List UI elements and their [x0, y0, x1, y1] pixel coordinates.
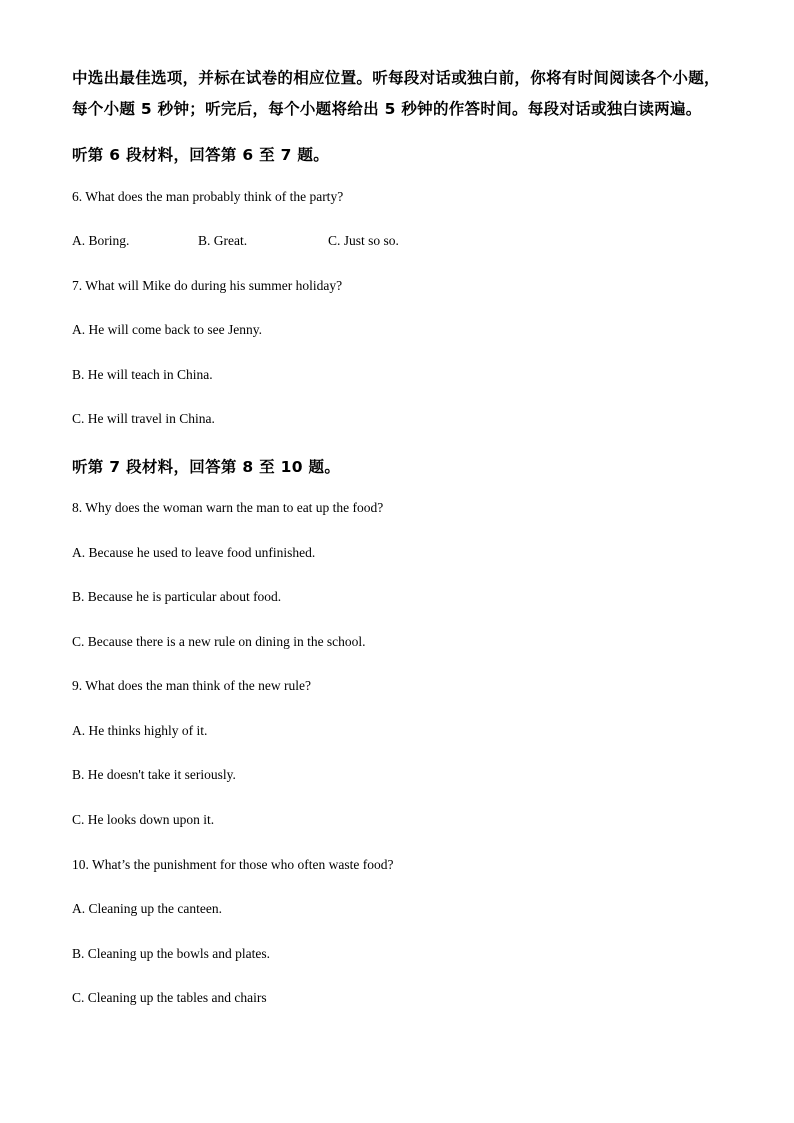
option-6a[interactable]: A. Boring.: [72, 233, 130, 248]
option-8a[interactable]: A. Because he used to leave food unfinished.: [72, 545, 316, 560]
option-10b[interactable]: B. Cleaning up the bowls and plates.: [72, 946, 270, 961]
option-6b[interactable]: B. Great.: [198, 233, 248, 248]
section-heading-6: 听第 6 段材料，回答第 6 至 7 题。: [72, 146, 330, 164]
option-7a[interactable]: A. He will come back to see Jenny.: [72, 322, 262, 337]
question-7: 7. What will Mike do during his summer holiday?: [72, 278, 343, 293]
option-6c[interactable]: C. Just so so.: [328, 233, 399, 248]
option-8c[interactable]: C. Because there is a new rule on dining in the school.: [72, 634, 366, 649]
option-7c[interactable]: C. He will travel in China.: [72, 411, 215, 426]
question-8: 8. Why does the woman warn the man to eat up the food?: [72, 500, 384, 515]
instructions-line-2: 每个小题 5 秒钟；听完后，每个小题将给出 5 秒钟的作答时间。每段对话或独白读两遍。: [72, 100, 702, 118]
option-10c[interactable]: C. Cleaning up the tables and chairs: [72, 990, 267, 1005]
option-9a[interactable]: A. He thinks highly of it.: [72, 723, 208, 738]
option-9b[interactable]: B. He doesn't take it seriously.: [72, 767, 236, 782]
question-10: 10. What’s the punishment for those who often waste food?: [72, 857, 394, 872]
question-6: 6. What does the man probably think of the party?: [72, 189, 344, 204]
option-7b[interactable]: B. He will teach in China.: [72, 367, 213, 382]
section-heading-7: 听第 7 段材料，回答第 8 至 10 题。: [72, 458, 341, 476]
question-6-options: [72, 233, 472, 251]
option-9c[interactable]: C. He looks down upon it.: [72, 812, 215, 827]
option-8b[interactable]: B. Because he is particular about food.: [72, 589, 282, 604]
option-10a[interactable]: A. Cleaning up the canteen.: [72, 901, 222, 916]
question-9: 9. What does the man think of the new rule?: [72, 678, 311, 693]
instructions-line-1: 中选出最佳选项，并标在试卷的相应位置。听每段对话或独白前，你将有时间阅读各个小题，: [72, 69, 720, 87]
